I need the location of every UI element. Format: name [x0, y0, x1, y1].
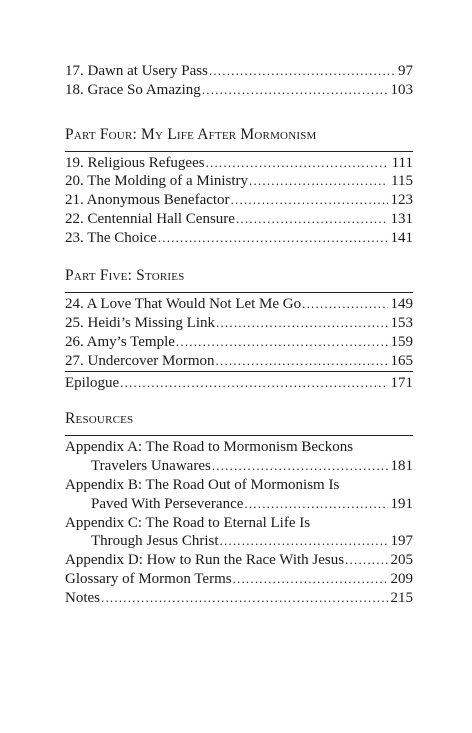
dot-leader [216, 314, 387, 332]
toc-entry-24[interactable] [65, 295, 413, 313]
toc-entry-25[interactable] [65, 314, 413, 332]
toc-entry-appendix-b[interactable] [65, 476, 413, 513]
dot-leader [202, 81, 388, 99]
dot-leader [212, 457, 388, 475]
dot-leader [302, 295, 387, 313]
dot-leader [158, 229, 388, 247]
entry-page-number: 131 [390, 210, 413, 227]
resources-heading: Resources [65, 410, 134, 428]
entry-page-number: 123 [390, 192, 413, 209]
entry-page-number: 115 [391, 173, 413, 190]
entry-title: Paved With Perseverance [91, 495, 244, 512]
dot-leader [101, 589, 388, 607]
entry-title: Epilogue [65, 374, 120, 391]
entry-page-number: 111 [391, 154, 413, 171]
dot-leader [216, 352, 388, 370]
part-three-tail [65, 62, 413, 99]
section-divider [65, 292, 413, 293]
toc-entry-17[interactable] [65, 62, 413, 80]
entry-title: 18. Grace So Amazing [65, 81, 201, 98]
entry-title: Notes [65, 589, 100, 606]
dot-leader [233, 570, 388, 588]
entry-page-number: 97 [398, 63, 413, 79]
part-four-heading: Part Four: My Life After Mormonism [65, 125, 317, 143]
entry-page-number: 159 [390, 334, 413, 351]
entry-page-number: 181 [390, 458, 413, 475]
toc-entry-appendix-c[interactable] [65, 514, 413, 551]
toc-entry-26[interactable] [65, 333, 413, 351]
entry-page-number: 191 [390, 495, 413, 512]
dot-leader [120, 374, 387, 392]
toc-entry-notes[interactable] [65, 589, 413, 607]
entry-title-line: Appendix B: The Road Out of Mormonism Is [65, 476, 340, 493]
entry-title: 19. Religious Refugees [65, 154, 205, 171]
toc-entry-21[interactable] [65, 191, 413, 209]
toc-entry-epilogue[interactable] [65, 374, 413, 392]
entry-continuation [65, 457, 413, 475]
entry-title: 17. Dawn at Usery Pass [65, 63, 208, 79]
entry-page-number: 141 [390, 229, 413, 246]
entry-title-line: Appendix C: The Road to Eternal Life Is [65, 514, 311, 531]
entry-title: 21. Anonymous Benefactor [65, 192, 230, 209]
toc-entry-22[interactable] [65, 210, 413, 228]
entry-title: 22. Centennial Hall Censure [65, 210, 235, 227]
toc-entry-appendix-a[interactable] [65, 438, 413, 475]
entry-title: Appendix D: How to Run the Race With Jesus [65, 552, 345, 569]
dot-leader [249, 172, 388, 190]
dot-leader [231, 191, 388, 209]
toc-entry-appendix-d[interactable] [65, 551, 413, 569]
part-four-section [65, 125, 413, 248]
entry-page-number: 205 [390, 552, 413, 569]
entry-page-number: 171 [390, 374, 413, 391]
entry-page-number: 209 [390, 570, 413, 587]
entry-page-number: 103 [390, 81, 413, 98]
entry-continuation [65, 495, 413, 513]
dot-leader [244, 495, 387, 513]
dot-leader [345, 551, 387, 569]
toc-entry-18[interactable] [65, 81, 413, 99]
entry-title: Glossary of Mormon Terms [65, 570, 232, 587]
toc-entry-23[interactable] [65, 229, 413, 247]
entry-page-number: 215 [390, 589, 413, 606]
toc-entry-27[interactable] [65, 352, 413, 370]
section-divider [65, 371, 413, 372]
dot-leader [206, 154, 389, 172]
entry-page-number: 165 [390, 352, 413, 369]
section-divider [65, 435, 413, 436]
entry-title: 23. The Choice [65, 229, 157, 246]
entry-page-number: 153 [390, 315, 413, 332]
dot-leader [209, 62, 395, 80]
entry-title: 27. Undercover Mormon [65, 352, 215, 369]
toc-entry-glossary[interactable] [65, 570, 413, 588]
entry-title: 20. The Molding of a Ministry [65, 173, 249, 190]
part-five-section [65, 266, 413, 392]
entry-title: 25. Heidi’s Missing Link [65, 315, 216, 332]
toc-entry-20[interactable] [65, 172, 413, 190]
entry-page-number: 149 [390, 296, 413, 313]
entry-title: 24. A Love That Would Not Let Me Go [65, 296, 302, 313]
entry-title: 26. Amy’s Temple [65, 334, 175, 351]
entry-continuation [65, 532, 413, 550]
entry-title: Travelers Unawares [91, 458, 211, 475]
dot-leader [176, 333, 388, 351]
section-divider [65, 151, 413, 152]
entry-page-number: 197 [390, 533, 413, 550]
toc-entry-19[interactable] [65, 154, 413, 172]
table-of-contents [65, 62, 413, 607]
part-five-heading: Part Five: Stories [65, 267, 185, 285]
entry-title: Through Jesus Christ [91, 533, 219, 550]
entry-title-line: Appendix A: The Road to Mormonism Beckons [65, 439, 354, 456]
resources-section [65, 409, 413, 607]
dot-leader [236, 210, 388, 228]
dot-leader [220, 532, 388, 550]
